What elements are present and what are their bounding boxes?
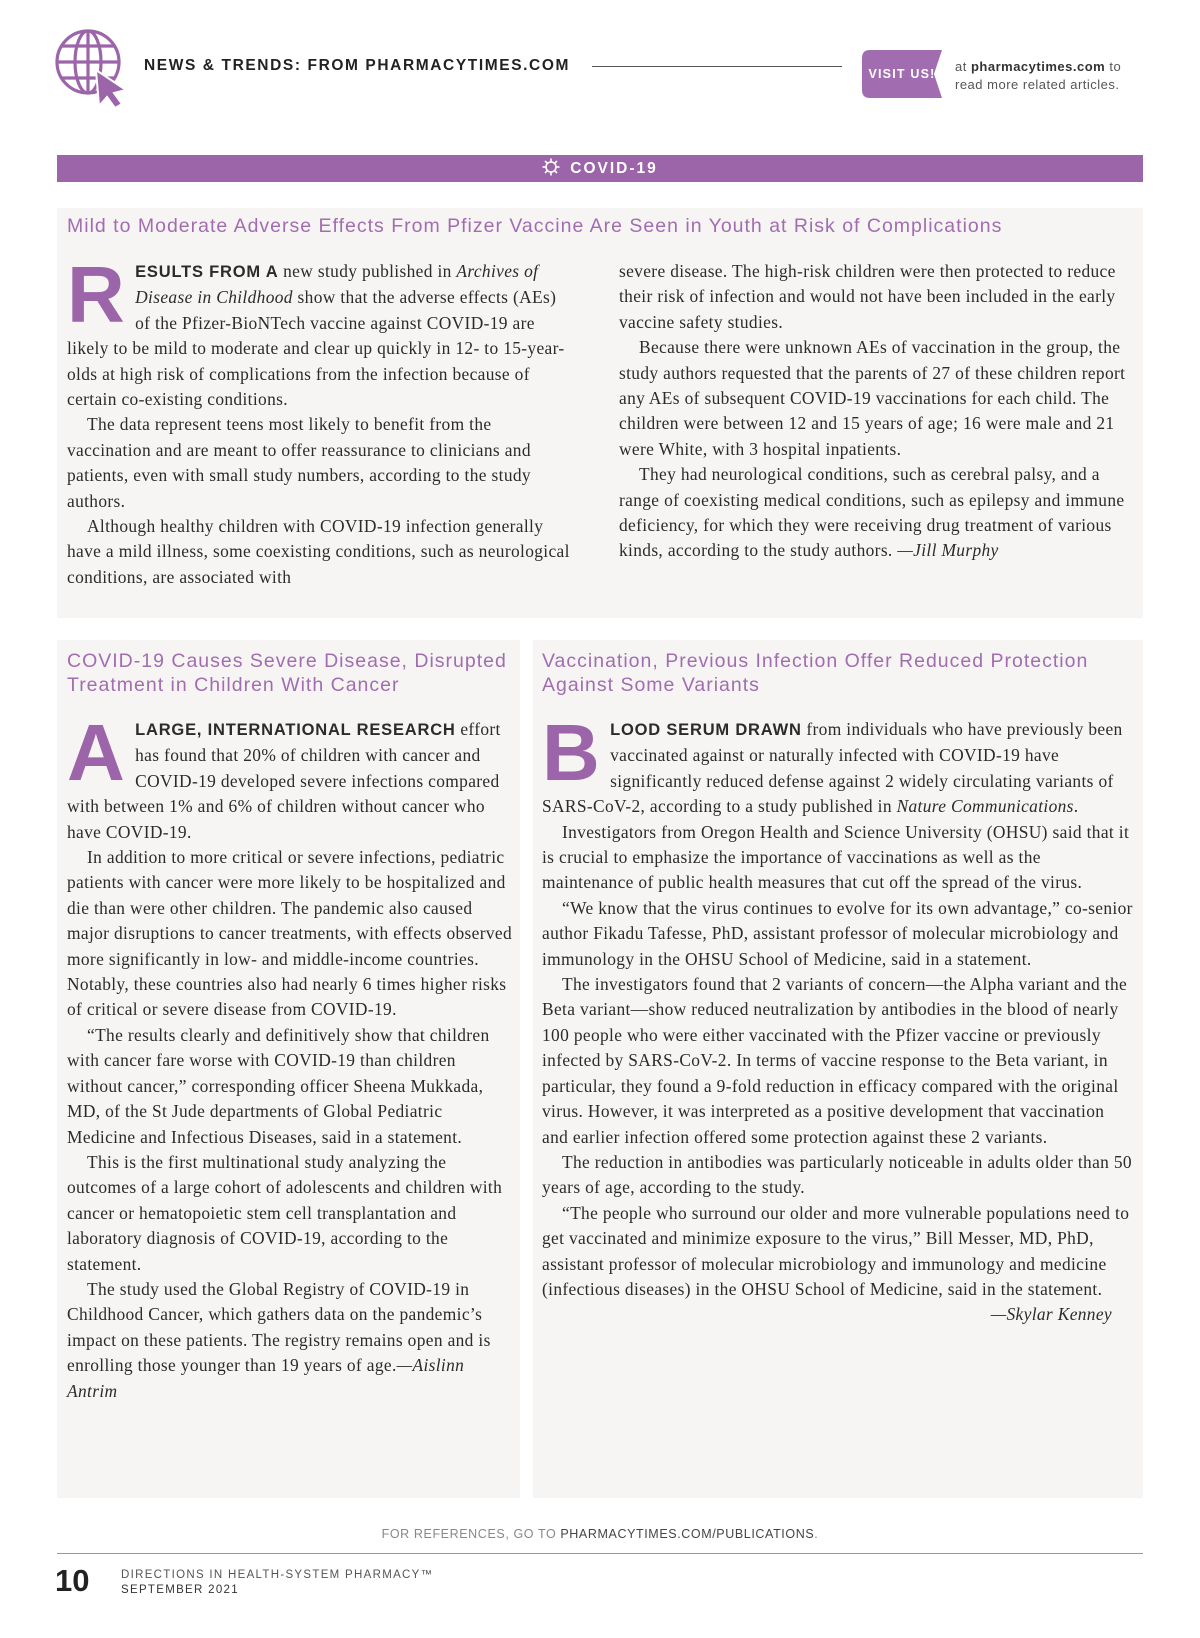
- paragraph-text: They had neurological conditions, such as cerebral palsy, and a range of coexisting medical conditions, such as epilepsy and immune deficiency, for which they were receiving drug treatment of various kinds, according to the study authors.: [619, 464, 1125, 561]
- visit-text: [955, 58, 1121, 94]
- paragraph: The investigators found that 2 variants of concern—the Alpha variant and the Beta variant—show reduced neutralization by antibodies in the blood of nearly 100 people who were either vaccinated with the Pfizer vaccine or previously infected by SARS-CoV-2. In terms of vaccine response to the Beta variant, in particular, they found a 9-fold reduction in efficacy compared with the original virus. However, it was interpreted as a positive development that vaccination and earlier infection offered some protection against these 2 variants.: [542, 974, 1128, 1147]
- journal-name: Nature Communications: [896, 796, 1074, 817]
- paragraph: Because there were unknown AEs of vaccination in the group, the study authors requested that the parents of 27 of these children report any AEs of subsequent COVID-19 vaccinations for each child. The children were between 12 and 15 years of age; 16 were male and 21 were White, with 3 hospital inpatients.: [619, 337, 1126, 459]
- header-rule: [592, 66, 842, 67]
- article-3-headline: Vaccination, Previous Infection Offer Reduced Protection Against Some Variants: [542, 650, 1089, 696]
- article-1-headline: Mild to Moderate Adverse Effects From Pfizer Vaccine Are Seen in Youth at Risk of Complications: [67, 215, 1003, 237]
- byline: —Jill Murphy: [897, 540, 999, 561]
- article-1-col-right: [619, 259, 1131, 564]
- visit-suffix: to: [1109, 59, 1122, 74]
- paragraph: The reduction in antibodies was particularly noticeable in adults older than 50 years of age, according to the study.: [542, 1151, 1132, 1198]
- paragraph-text: .: [1073, 796, 1079, 817]
- dropcap: A: [67, 708, 126, 797]
- references-link[interactable]: PHARMACYTIMES.COM/PUBLICATIONS: [560, 1527, 815, 1541]
- visit-us-label: VISIT US!: [868, 67, 936, 81]
- paragraph: severe disease. The high-risk children were then protected to reduce their risk of infection and would not have been included in the early vaccine safety studies.: [619, 261, 1116, 332]
- paragraph: “We know that the virus continues to evolve for its own advantage,” co-senior author Fikadu Tafesse, PhD, assistant professor of molecular microbiology and immunology in the OHSU School of Medicine, said in a statement.: [542, 897, 1133, 969]
- visit-prefix: at: [955, 59, 967, 74]
- paragraph-text: The study used the Global Registry of COVID-19 in Childhood Cancer, which gathers data on the pandemic’s impact on these patients. The registry remains open and is enrolling those younger than 19 years of age.: [67, 1278, 491, 1376]
- paragraph: In addition to more critical or severe infections, pediatric patients with cancer were more likely to be hospitalized and die than were other children. The pandemic also caused major disruptions to cancer treatments, with effects observed more significantly in low- and middle-income countries. Notably, these countries also had nearly 6 times higher risks of critical or severe disease from COVID-19.: [67, 847, 513, 1020]
- dropcap: R: [67, 250, 126, 339]
- paragraph-text: from individuals who have previously been vaccinated against or naturally infected with COVID-19 have significantly reduced defense against 2 widely circulating variants of SARS-CoV-2, according to a study published in: [542, 719, 1123, 817]
- header-title: NEWS & TRENDS: FROM PHARMACYTIMES.COM: [144, 57, 571, 74]
- paragraph: Although healthy children with COVID-19 infection generally have a mild illness, some coexisting conditions, such as neurological conditions, are associated with: [67, 516, 570, 587]
- lead-in: ESULTS FROM A: [135, 263, 279, 281]
- references-note: [0, 1527, 1200, 1541]
- visit-us-badge[interactable]: [862, 50, 942, 98]
- references-prefix: FOR REFERENCES, GO TO: [381, 1527, 561, 1541]
- journal-name: Archives of Disease in Childhood: [135, 261, 539, 308]
- lead-in: LARGE, INTERNATIONAL RESEARCH: [135, 721, 456, 739]
- issue-date: SEPTEMBER 2021: [121, 1584, 239, 1596]
- references-suffix: .: [814, 1527, 819, 1541]
- article-1-col-left: [67, 250, 575, 590]
- publication-name: DIRECTIONS IN HEALTH-SYSTEM PHARMACY™: [121, 1569, 434, 1581]
- paragraph-text: show that the adverse effects (AEs) of the Pfizer-BioNTech vaccine against COVID-19 are likely to be mild to moderate and clear up quickly in 12- to 15-year-olds at high risk of complications from the infection because of certain co-existing conditions.: [67, 287, 565, 410]
- paragraph: Investigators from Oregon Health and Science University (OHSU) said that it is crucial to emphasize the importance of vaccinations as well as the maintenance of public health measures that cut off the spread of the virus.: [542, 821, 1130, 893]
- footer-rule: [57, 1553, 1143, 1554]
- page-number: 10: [55, 1563, 90, 1598]
- article-2-body: [67, 708, 515, 1404]
- paragraph-text: new study published in: [278, 261, 457, 281]
- dropcap: B: [542, 708, 601, 797]
- paragraph: This is the first multinational study analyzing the outcomes of a large cohort of adolescents and children with cancer or hematopoietic stem cell transplantation and laboratory diagnosis of COVID-19, according to the statement.: [67, 1151, 503, 1274]
- paragraph-text: effort has found that 20% of children with cancer and COVID-19 developed severe infections compared with between 1% and 6% of children without cancer who have COVID-19.: [67, 719, 501, 842]
- paragraph: “The people who surround our older and more vulnerable populations need to get vaccinated and minimize exposure to the virus,” Bill Messer, MD, PhD, assistant professor of molecular microbiology and immunology and medicine (infectious diseases) in the OHSU School of Medicine, said in the statement.: [542, 1202, 1130, 1299]
- globe-cursor-icon: [52, 26, 138, 110]
- section-label: COVID-19: [570, 160, 658, 177]
- lead-in: LOOD SERUM DRAWN: [610, 721, 802, 739]
- section-bar: [57, 155, 1143, 182]
- article-2-headline: COVID-19 Causes Severe Disease, Disrupted Treatment in Children With Cancer: [67, 650, 507, 696]
- visit-line2: read more related articles.: [955, 77, 1120, 92]
- byline: —Aislinn Antrim: [67, 1355, 465, 1401]
- article-3-body: [542, 708, 1134, 1328]
- byline: —Skylar Kenney: [990, 1304, 1112, 1325]
- paragraph: “The results clearly and definitively show that children with cancer fare worse with COVID-19 than children without cancer,” corresponding officer Sheena Mukkada, MD, of the St Jude departments of Global Pediatric Medicine and Infectious Diseases, said in a statement.: [67, 1024, 490, 1147]
- article-2-panel: [57, 640, 520, 1498]
- virus-icon: [542, 158, 560, 176]
- article-1-panel: [57, 208, 1143, 618]
- publication-info: [121, 1568, 433, 1598]
- paragraph: The data represent teens most likely to benefit from the vaccination and are meant to offer reassurance to clinicians and patients, even with small study numbers, according to the study authors.: [67, 414, 531, 511]
- visit-site-link[interactable]: pharmacytimes.com: [970, 59, 1106, 74]
- article-3-panel: [533, 640, 1143, 1498]
